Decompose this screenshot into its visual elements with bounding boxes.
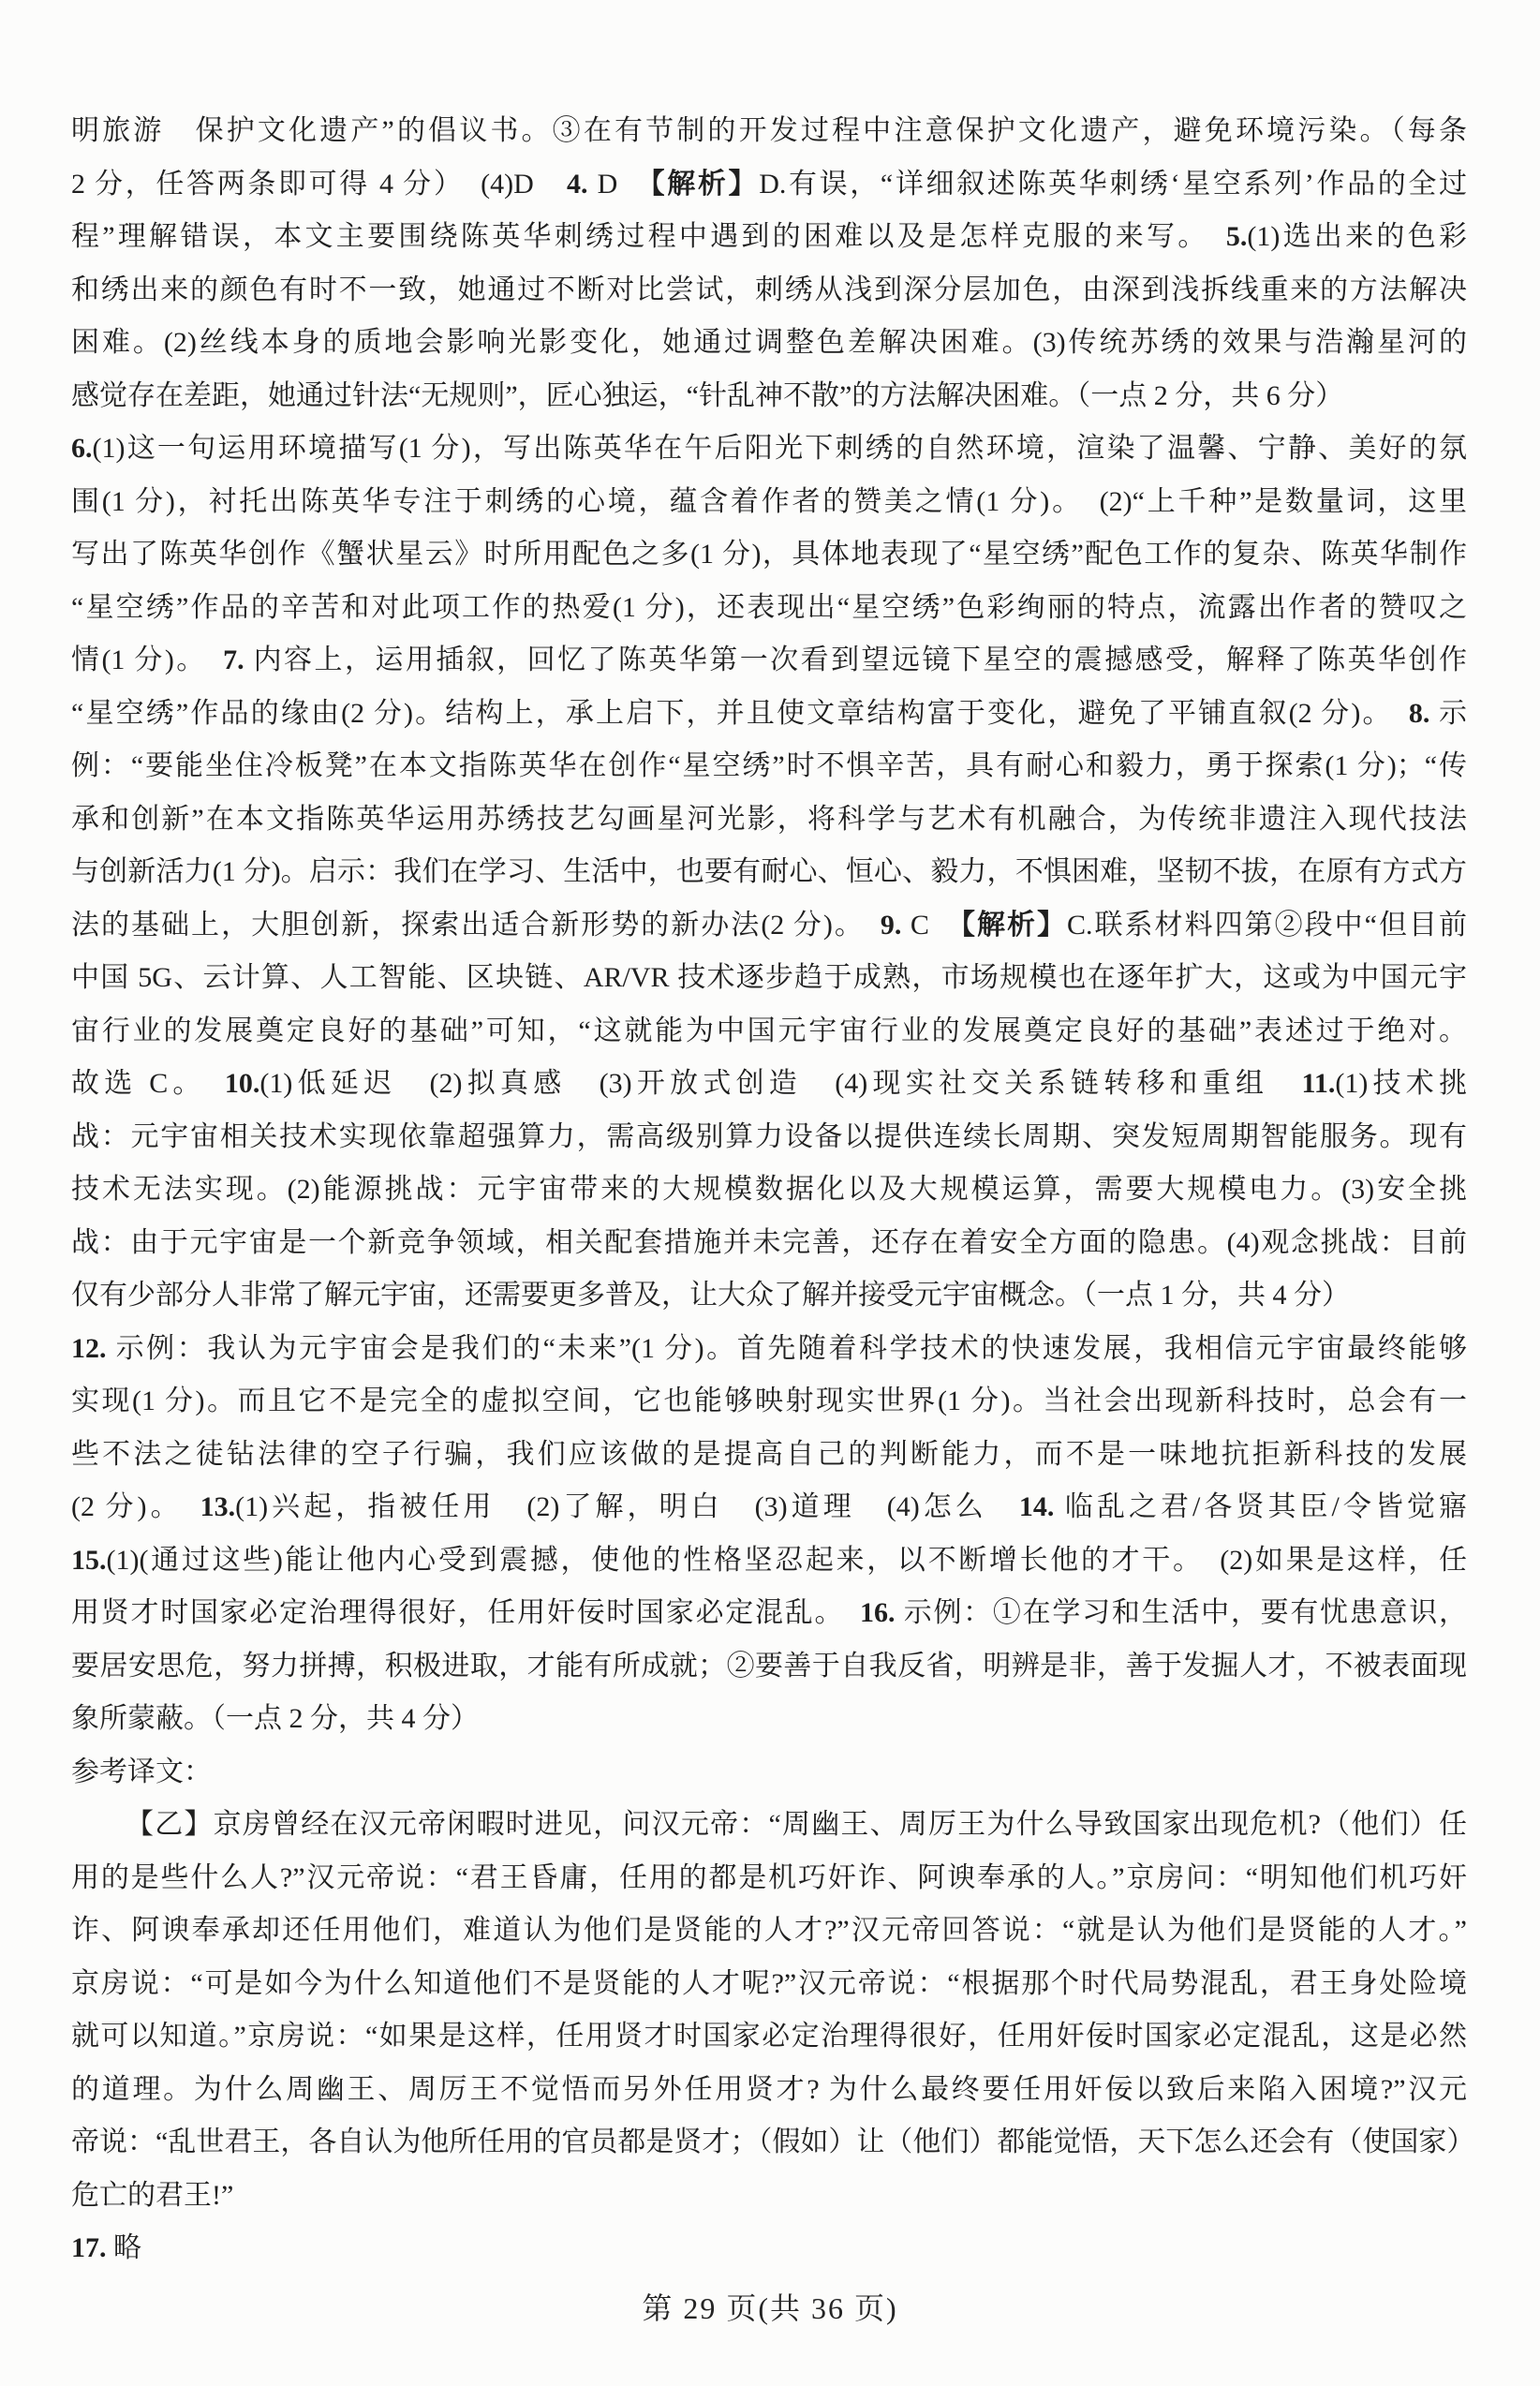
bold-run: 10. bbox=[224, 1068, 260, 1099]
bold-run: 14. bbox=[1018, 1491, 1055, 1522]
text-run: 用的是些什么人?”汉元帝说：“君王昏庸，任用的都是机巧奸诈、阿谀奉承的人。”京房问：“明知他们机巧奸 bbox=[71, 1861, 1467, 1893]
text-line bbox=[71, 634, 1467, 688]
text-run: 法的基础上，大胆创新，探索出适合新形势的新办法(2 分)。 bbox=[71, 909, 881, 941]
bold-run: 【解析】 bbox=[650, 168, 760, 200]
text-run: 实现(1 分)。而且它不是完全的虚拟空间，它也能够映射现实世界(1 分)。当社会出现新科技时，总会有一 bbox=[71, 1386, 1467, 1416]
text-line bbox=[71, 688, 1467, 741]
text-run: 情(1 分)。 bbox=[71, 645, 224, 675]
text-line bbox=[71, 264, 1467, 318]
text-line bbox=[71, 2170, 1467, 2223]
text-line bbox=[71, 211, 1467, 264]
bold-run: 12. bbox=[71, 1332, 107, 1364]
text-run: 用贤才时国家必定治理得很好，任用奸佞时国家必定混乱。 bbox=[71, 1597, 860, 1628]
text-line bbox=[71, 422, 1467, 476]
text-run: 例：“要能坐住冷板凳”在本文指陈英华在创作“星空绣”时不惧辛苦，具有耐心和毅力，勇于探索(1 分)；“传 bbox=[71, 750, 1467, 781]
text-run: (1)(通过这些)能让他内心受到震撼，使他的性格坚忍起来，以不断增长他的才干。 (2)如果是这样，任 bbox=[106, 1544, 1467, 1576]
text-line bbox=[71, 1904, 1467, 1958]
text-run: 明旅游 保护文化遗产”的倡议书。③在有节制的开发过程中注意保护文化遗产，避免环境污染。（每条 bbox=[71, 115, 1467, 146]
text-line bbox=[71, 1958, 1467, 2011]
text-run: 些不法之徒钻法律的空子行骗，我们应该做的是提高自己的判断能力，而不是一味地抗拒新科技的发展 bbox=[71, 1438, 1467, 1470]
text-run: 帝说：“乱世君王，各自认为他所任用的官员都是贤才；（假如）让（他们）都能觉悟，天下怎么还会有（使国家） bbox=[71, 2127, 1475, 2157]
text-run: 危亡的君王!” bbox=[71, 2179, 234, 2211]
bold-run: 13. bbox=[200, 1491, 236, 1522]
text-line bbox=[71, 1481, 1467, 1534]
text-run: 宙行业的发展奠定良好的基础”可知，“这就能为中国元宇宙行业的发展奠定良好的基础”表述过于绝对。 bbox=[71, 1015, 1467, 1046]
text-run: 诈、阿谀奉承却还任用他们，难道认为他们是贤能的人才?”汉元帝回答说：“就是认为他们是贤能的人才。” bbox=[71, 1915, 1467, 1946]
text-line bbox=[71, 1429, 1467, 1482]
text-run: 故选 C。 bbox=[71, 1068, 225, 1099]
text-run: 象所蒙蔽。（一点 2 分，共 4 分） bbox=[71, 1703, 479, 1734]
text-run: 示例：①在学习和生活中，要有忧患意识， bbox=[895, 1597, 1468, 1628]
bold-run: 7. bbox=[223, 645, 244, 675]
text-run: 的道理。为什么周幽王、周厉王不觉悟而另外任用贤才? 为什么最终要任用奸佞以致后来陷入困境?”汉元 bbox=[71, 2073, 1467, 2105]
text-run: 与创新活力(1 分)。启示：我们在学习、生活中，也要有耐心、恒心、毅力，不惧困难，坚韧不拔，在原有方式方 bbox=[71, 856, 1467, 887]
text-run: 程”理解错误，本文主要围绕陈英华刺绣过程中遇到的困难以及是怎样克服的来写。 bbox=[71, 221, 1226, 252]
text-run: (1)低延迟 (2)拟真感 (3)开放式创造 (4)现实社交关系链转移和重组 bbox=[259, 1068, 1302, 1099]
bold-run: 16. bbox=[859, 1597, 896, 1628]
text-run: C bbox=[901, 909, 961, 941]
text-line bbox=[71, 1799, 1467, 1852]
text-line bbox=[71, 1323, 1467, 1376]
text-run: 参考译文： bbox=[71, 1756, 212, 1787]
text-line bbox=[71, 793, 1467, 847]
text-run: D bbox=[587, 168, 651, 200]
text-run: 感觉存在差距，她通过针法“无规则”，匠心独运，“针乱神不散”的方法解决困难。（一点 2 分，共 6 分） bbox=[71, 379, 1344, 411]
text-line bbox=[71, 1111, 1467, 1164]
text-line bbox=[71, 370, 1467, 423]
text-run: (1)选出来的色彩 bbox=[1247, 221, 1467, 252]
text-run: 技术无法实现。(2)能源挑战：元宇宙带来的大规模数据化以及大规模运算，需要大规模电力。(3)安全挑 bbox=[71, 1174, 1467, 1205]
text-run: 略 bbox=[106, 2232, 141, 2263]
text-run: 临乱之君/各贤其臣/令皆觉寤 bbox=[1054, 1491, 1468, 1522]
text-run: 战：由于元宇宙是一个新竞争领域，相关配套措施并未完善，还存在着安全方面的隐患。(4)观念挑战：目前 bbox=[71, 1226, 1467, 1258]
text-line bbox=[71, 846, 1467, 899]
text-run: 中国 5G、云计算、人工智能、区块链、AR/VR 技术逐步趋于成熟，市场规模也在逐年扩大，这或为中国元宇 bbox=[71, 962, 1467, 993]
text-line bbox=[71, 1852, 1467, 1905]
text-line bbox=[71, 528, 1467, 582]
text-run: 就可以知道。”京房说：“如果是这样，任用贤才时国家必定治理得很好，任用奸佞时国家必定混乱，这是必然 bbox=[71, 2021, 1467, 2052]
text-line bbox=[71, 740, 1467, 793]
text-line bbox=[71, 476, 1467, 529]
text-line bbox=[71, 2064, 1467, 2117]
text-run: 京房说：“可是如今为什么知道他们不是贤能的人才呢?”汉元帝说：“根据那个时代局势混乱，君王身处险境 bbox=[71, 1967, 1467, 1999]
text-line bbox=[71, 1587, 1467, 1640]
page-footer: 第 29 页(共 36 页) bbox=[642, 2291, 898, 2325]
text-line bbox=[71, 2010, 1467, 2064]
text-run: 示例：我认为元宇宙会是我们的“未来”(1 分)。首先随着科学技术的快速发展，我相信元宇宙最终能够 bbox=[106, 1332, 1467, 1364]
text-line bbox=[71, 1163, 1467, 1217]
text-run: (1)兴起，指被任用 (2)了解，明白 (3)道理 (4)怎么 bbox=[235, 1491, 1019, 1522]
text-run: D.有误，“详细叙述陈英华刺绣‘星空系列’作品的全过 bbox=[759, 168, 1467, 200]
text-run: (1)这一句运用环境描写(1 分)，写出陈英华在午后阳光下刺绣的自然环境，渲染了温馨、宁静、美好的氛 bbox=[92, 433, 1467, 464]
text-line bbox=[71, 158, 1467, 212]
text-line bbox=[71, 1693, 1467, 1746]
text-line bbox=[71, 105, 1467, 158]
text-line bbox=[71, 2116, 1475, 2170]
text-run: C.联系材料四第②段中“但目前 bbox=[1067, 909, 1468, 941]
bold-run: 11. bbox=[1301, 1068, 1336, 1099]
text-run: 内容上，运用插叙，回忆了陈英华第一次看到望远镜下星空的震撼感受，解释了陈英华创作 bbox=[244, 645, 1467, 675]
bold-run: 【解析】 bbox=[960, 909, 1067, 941]
text-run: 和绣出来的颜色有时不一致，她通过不断对比尝试，刺绣从浅到深分层加色，由深到浅拆线重来的方法解决 bbox=[71, 274, 1467, 305]
text-line bbox=[71, 1534, 1467, 1588]
text-run: (2 分)。 bbox=[71, 1491, 200, 1522]
bold-run: 4. bbox=[567, 168, 588, 200]
text-line bbox=[71, 1005, 1467, 1059]
text-run: 要居安思危，努力拼搏，积极进取，才能有所成就；②要善于自我反省，明辨是非，善于发掘人才，不被表面现 bbox=[71, 1650, 1467, 1682]
text-run: 写出了陈英华创作《蟹状星云》时所用配色之多(1 分)，具体地表现了“星空绣”配色工作的复杂、陈英华制作 bbox=[71, 539, 1467, 570]
text-run: 战：元宇宙相关技术实现依靠超强算力，需高级别算力设备以提供连续长周期、突发短周期智能服务。现有 bbox=[71, 1120, 1467, 1152]
text-line bbox=[71, 899, 1467, 953]
text-run: 困难。(2)丝线本身的质地会影响光影变化，她通过调整色差解决困难。(3)传统苏绣的效果与浩瀚星河的 bbox=[71, 327, 1467, 358]
bold-run: 6. bbox=[71, 433, 93, 464]
text-line bbox=[71, 1058, 1467, 1111]
text-run: 【乙】京房曾经在汉元帝闲暇时进见，问汉元帝：“周幽王、周厉王为什么导致国家出现危机?（他们）任 bbox=[126, 1809, 1467, 1840]
text-run: “星空绣”作品的缘由(2 分)。结构上，承上启下，并且使文章结构富于变化，避免了平铺直叙(2 分)。 bbox=[71, 697, 1409, 729]
text-run: (1)技术挑 bbox=[1335, 1068, 1468, 1099]
text-run: 示 bbox=[1429, 697, 1467, 729]
text-run: “星空绣”作品的辛苦和对此项工作的热爱(1 分)，还表现出“星空绣”色彩绚丽的特点，流露出作者的赞叹之 bbox=[71, 591, 1467, 623]
text-line bbox=[71, 1746, 1467, 1800]
bold-run: 5. bbox=[1225, 221, 1248, 252]
text-run: 仅有少部分人非常了解元宇宙，还需要更多普及，让大众了解并接受元宇宙概念。（一点 1 分，共 4 分） bbox=[71, 1280, 1350, 1311]
bold-run: 8. bbox=[1408, 697, 1430, 729]
text-line bbox=[71, 2222, 1467, 2275]
text-line bbox=[71, 952, 1467, 1005]
bold-run: 15. bbox=[71, 1544, 107, 1576]
bold-run: 17. bbox=[71, 2232, 107, 2263]
text-line bbox=[71, 1217, 1467, 1270]
text-run: 承和创新”在本文指陈英华运用苏绣技艺勾画星河光影，将科学与艺术有机融合，为传统非遗注入现代技法 bbox=[71, 803, 1467, 835]
text-run: 围(1 分)，衬托出陈英华专注于刺绣的心境，蕴含着作者的赞美之情(1 分)。 (2)“上千种”是数量词，这里 bbox=[71, 485, 1467, 517]
text-line bbox=[71, 317, 1467, 370]
bold-run: 9. bbox=[880, 909, 902, 941]
answer-text-block bbox=[71, 105, 1475, 2275]
text-line bbox=[71, 582, 1467, 635]
text-line bbox=[71, 1269, 1467, 1323]
text-line bbox=[71, 1375, 1467, 1429]
text-run: 2 分，任答两条即可得 4 分） (4)D bbox=[71, 168, 568, 200]
text-line bbox=[71, 1640, 1467, 1694]
